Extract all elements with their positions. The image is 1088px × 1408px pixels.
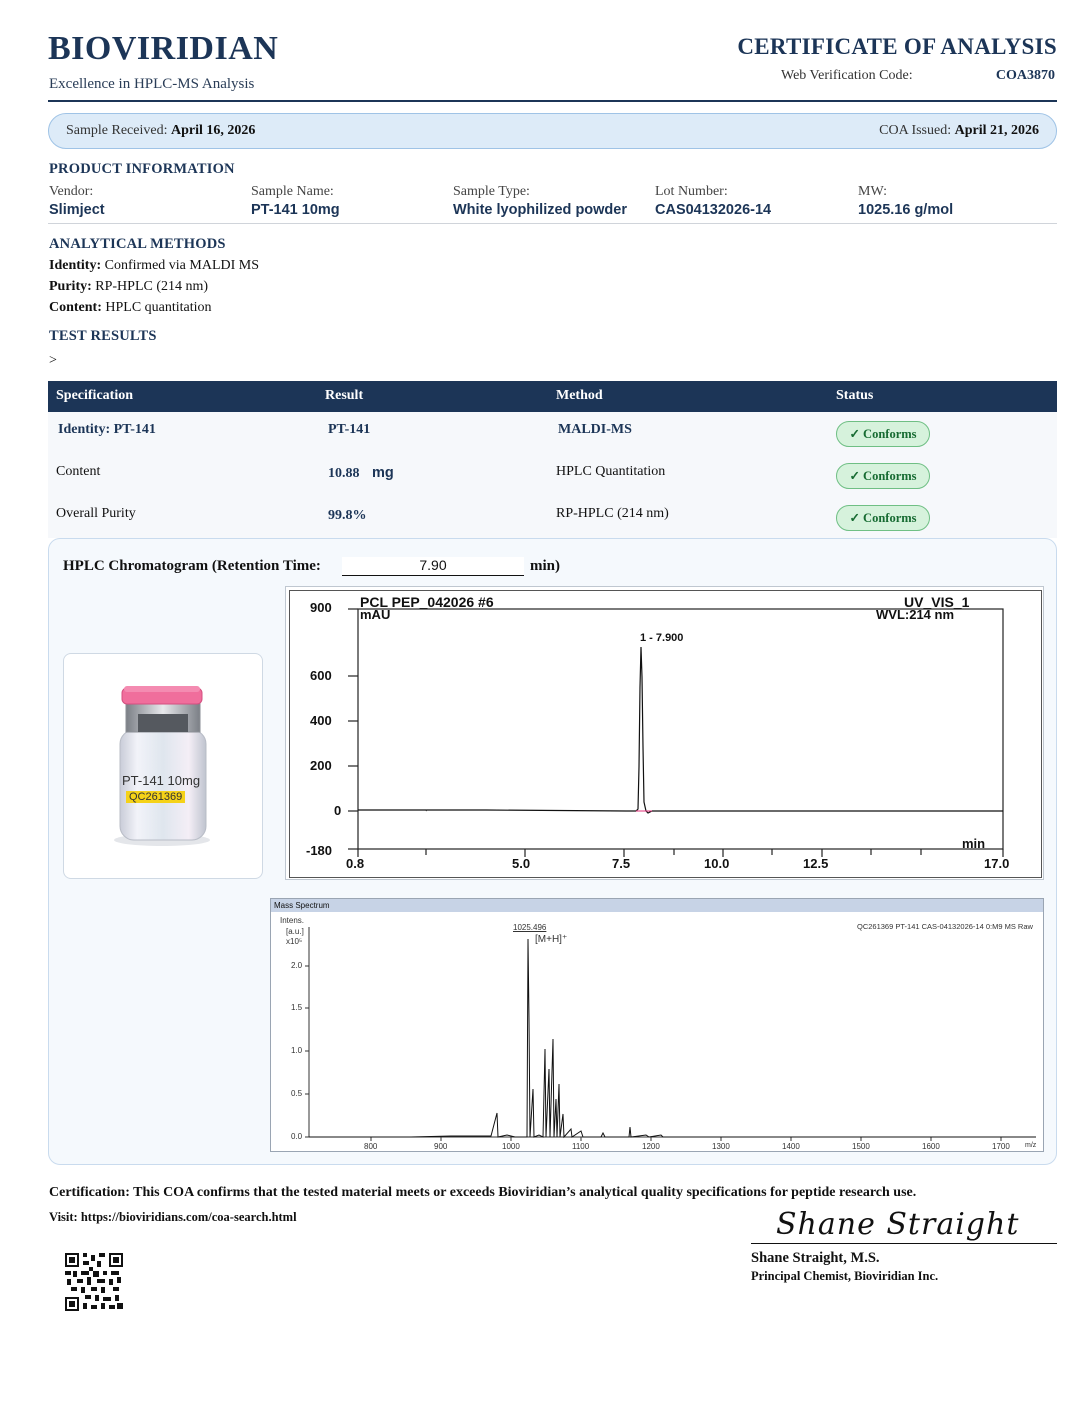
col-method: Method [556,388,603,403]
document-title: CERTIFICATE OF ANALYSIS [737,34,1057,59]
signer-name: Shane Straight, M.S. [751,1250,880,1266]
header-divider [48,100,1057,102]
chart-header-left: PCL PEP_042026 #6 [360,594,494,610]
col-result: Result [325,388,364,403]
status-badge: ✓ Conforms [836,421,930,447]
y-tick-label: 200 [310,758,332,773]
method-identity [49,258,259,274]
chromatogram-title: HPLC Chromatogram (Retention Time: [63,558,321,574]
brand-tagline: Excellence in HPLC-MS Analysis [49,76,255,92]
result-cell: 99.8% [328,508,367,523]
spec-cell: Identity: PT-141 [58,422,156,437]
y-tick-label: -180 [306,843,333,858]
sample-received [66,123,255,139]
ms-x-tick: 1400 [782,1142,800,1151]
chart-x-unit: min [962,836,986,851]
ms-y-tick: 2.0 [291,961,303,970]
signature: Shane Straight [776,1207,1020,1242]
x-tick-label: 12.5 [803,856,829,871]
method-identity-label: Identity: [49,258,102,273]
sample-type-value: White lyophilized powder [453,202,627,218]
lot-number-label: Lot Number: [655,184,728,199]
results-heading: TEST RESULTS [49,328,157,344]
ms-y-label-3: x10⁵ [286,937,303,946]
vendor-label: Vendor: [49,184,94,199]
ms-x-tick: 1100 [572,1142,590,1151]
method-content-label: Content: [49,300,102,315]
ms-x-tick: 1000 [502,1142,520,1151]
results-marker: > [49,353,57,368]
method-content [49,300,212,316]
table-row [48,454,1057,496]
certification-statement: Certification: This COA confirms that the tested material meets or exceeds Bioviridian’s analytical quality specifications for peptide research use. [49,1185,917,1200]
hplc-chart [285,586,1044,880]
received-label: Sample Received: [66,123,168,138]
verification-label: Web Verification Code: [781,68,913,83]
table-header [48,381,1057,412]
method-cell: HPLC Quantitation [556,464,666,479]
ms-x-tick: 800 [364,1142,378,1151]
x-tick-label: 17.0 [984,856,1010,871]
sample-name-value: PT-141 10mg [251,202,340,218]
vendor-value: Slimject [49,202,105,218]
table-row [48,412,1057,454]
chart-y-unit: mAU [360,607,391,622]
results-table [48,381,1057,538]
mass-spectrum-chart [270,898,1044,1152]
ms-x-tick: 1200 [642,1142,660,1151]
verification-code: COA3870 [995,68,1055,83]
table-row [48,496,1057,538]
ms-x-tick: 900 [434,1142,448,1151]
ms-peak-ion: [M+H]⁺ [535,934,568,945]
chart-header-right: UV_VIS_1 [904,594,970,610]
sample-name-label: Sample Name: [251,184,334,199]
x-tick-label: 10.0 [704,856,730,871]
lot-number-value: CAS04132026-14 [655,202,772,218]
ms-x-tick: 1700 [992,1142,1010,1151]
result-unit: mg [372,465,394,481]
method-cell: RP-HPLC (214 nm) [556,506,669,521]
spec-cell: Overall Purity [56,506,136,521]
y-tick-label: 0 [334,803,342,818]
y-tick-label: 900 [310,600,332,615]
x-tick-label: 0.8 [346,856,365,871]
chart-wvl: WVL:214 nm [876,607,955,622]
date-banner [48,113,1057,149]
spec-cell: Content [56,464,101,479]
sample-type-label: Sample Type: [453,184,530,199]
ms-x-unit: m/z [1025,1142,1037,1149]
ms-peak-mz: 1025.496 [513,923,547,932]
ms-y-tick: 1.5 [291,1003,303,1012]
method-purity-label: Purity: [49,279,92,294]
vial-label: PT-141 10mg [122,773,201,788]
verification-url[interactable]: Visit: https://bioviridians.com/coa-search.html [49,1210,297,1224]
issued-label: COA Issued: [879,123,952,138]
method-purity [49,279,208,295]
col-status: Status [836,388,874,403]
result-cell: PT-141 [328,422,371,437]
ms-x-tick: 1300 [712,1142,730,1151]
mw-label: MW: [858,184,888,199]
ms-y-label-1: Intens. [280,916,305,925]
y-tick-label: 400 [310,713,332,728]
mw-value: 1025.16 g/mol [858,202,954,218]
x-tick-label: 5.0 [512,856,531,871]
ms-y-label-2: [a.u.] [286,927,304,936]
col-specification: Specification [56,388,133,403]
retention-time-unit: min) [530,558,560,574]
ms-y-tick: 0.0 [291,1132,303,1141]
ms-y-tick: 0.5 [291,1089,303,1098]
method-identity-value: Confirmed via MALDI MS [104,258,260,273]
qr-code-icon[interactable] [65,1253,123,1311]
signature-line [751,1243,1057,1244]
retention-time-field: 7.90 [342,557,524,576]
product-divider [48,223,1057,224]
vial-photo [63,653,263,879]
peak-label: 1 - 7.900 [640,632,684,644]
ms-y-tick: 1.0 [291,1046,303,1055]
status-badge: ✓ Conforms [836,505,930,531]
vial-code: QC261369 [126,791,185,803]
vial-illustration [64,654,262,878]
y-tick-label: 600 [310,668,332,683]
ms-chart-svg [271,899,1043,1151]
ms-window-title: Mass Spectrum [271,899,1043,912]
received-date: April 16, 2026 [170,123,256,138]
x-tick-label: 7.5 [612,856,631,871]
result-cell: 10.88 [328,466,360,481]
coa-issued [879,123,1039,139]
methods-heading: ANALYTICAL METHODS [49,236,226,252]
signer-title: Principal Chemist, Bioviridian Inc. [751,1269,939,1283]
ms-x-tick: 1600 [922,1142,940,1151]
ms-header-right: QC261369 PT-141 CAS-04132026-14 0:M9 MS Raw [857,922,1033,931]
hplc-chart-svg [286,587,1043,879]
ms-x-tick: 1500 [852,1142,870,1151]
brand-name: BIOVIRIDIAN [48,30,279,67]
method-content-value: HPLC quantitation [105,300,212,315]
method-purity-value: RP-HPLC (214 nm) [95,279,209,294]
product-heading: PRODUCT INFORMATION [49,161,235,177]
status-badge: ✓ Conforms [836,463,930,489]
method-cell: MALDI-MS [558,422,632,437]
issued-date: April 21, 2026 [954,123,1039,138]
